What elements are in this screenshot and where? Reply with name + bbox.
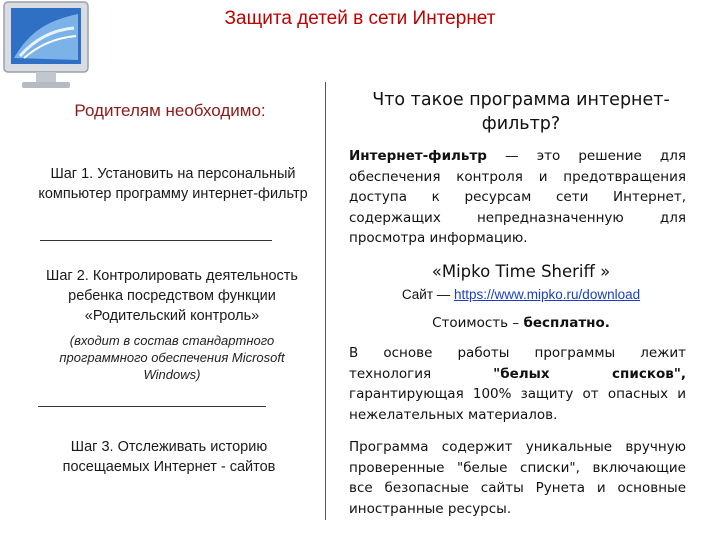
definition-text: — это решение для обеспечения контроля и предотвращения доступа к ресурсам сети Интернет, содержащих непредназначенную для просмотра информацию. xyxy=(349,148,686,246)
price-line xyxy=(345,315,697,331)
technology-text-end: гарантирующая 100% защиту от опасных и нежелательных материалов. xyxy=(349,386,686,423)
white-lists-paragraph: Программа содержит уникальные вручную проверенные "белые списки", включающие все безопасные сайты Рунета и основные иностранные ресурсы. xyxy=(349,439,686,517)
filter-question-heading: Что такое программа интернет-фильтр? xyxy=(372,90,670,134)
step-2-note: (входит в состав стандартного программного обеспечения Microsoft Windows) xyxy=(59,333,285,382)
white-lists-term: "белых списков", xyxy=(493,365,686,382)
divider-line-1 xyxy=(40,240,272,241)
parents-heading: Родителям необходимо: xyxy=(74,101,266,120)
product-name: «Mipko Time Sheriff » xyxy=(431,262,611,281)
definition-term: Интернет-фильтр xyxy=(349,148,487,164)
price-value: бесплатно. xyxy=(523,315,610,331)
technology-paragraph xyxy=(349,343,686,425)
site-line xyxy=(345,287,697,302)
site-label: Сайт — xyxy=(401,287,455,302)
step-3: Шаг 3. Отслеживать историю посещаемых Интернет - сайтов xyxy=(62,439,276,475)
step-1: Шаг 1. Установить на персональный компьютер программу интернет-фильтр xyxy=(38,166,308,202)
technology-text-start: В основе работы программы лежит технология xyxy=(349,345,686,382)
divider-line-2 xyxy=(38,406,266,407)
page-title: Защита детей в сети Интернет xyxy=(224,8,496,29)
price-label: Стоимость – xyxy=(432,315,524,331)
download-link[interactable]: https://www.mipko.ru/download xyxy=(454,287,641,302)
column-divider xyxy=(325,82,326,520)
step-2: Шаг 2. Контролировать деятельность ребенка посредством функции «Родительский контроль» xyxy=(46,268,298,324)
filter-definition xyxy=(349,146,686,249)
